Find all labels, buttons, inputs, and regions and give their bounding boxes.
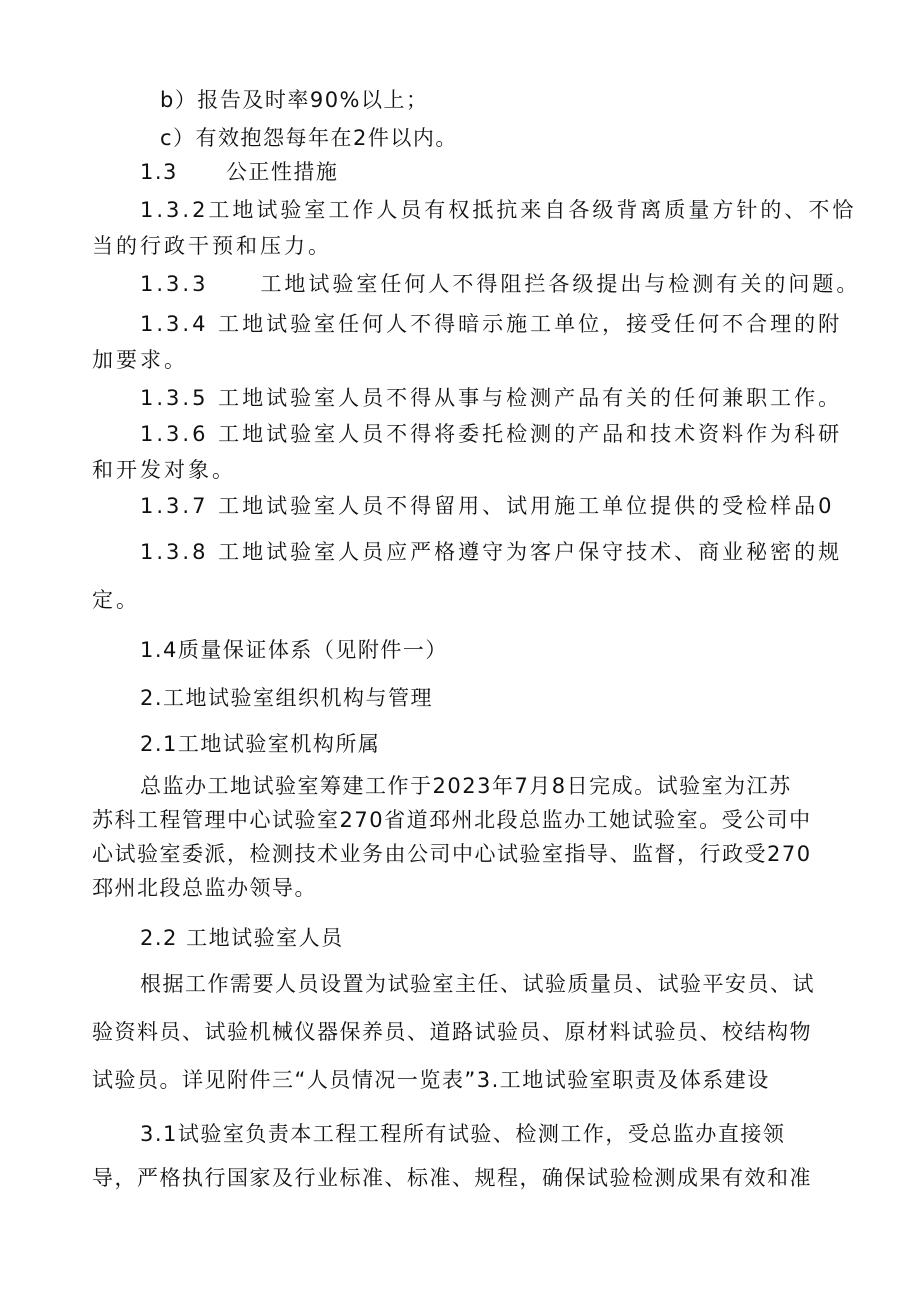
- para-1-3-4-line1: 1.3.4 工地试验室任何人不得暗示施工单位，接受任何不合理的附: [140, 312, 843, 336]
- item-c: c）有效抱怨每年在2件以内。: [160, 126, 458, 150]
- para-1-3-6-line1: 1.3.6 工地试验室人员不得将委托检测的产品和技术资料作为科研: [140, 422, 843, 446]
- section-2-2-heading: 2.2 工地试验室人员: [140, 926, 344, 950]
- para-text: 工地试验室任何人不得阻拦各级提出与检测有关的问题。: [260, 272, 861, 296]
- para-2-1-line4: 邳州北段总监办领导。: [92, 876, 317, 900]
- para-2-2-line3: 试验员。详见附件三“人员情况一览表”3.工地试验室职责及体系建设: [92, 1068, 770, 1092]
- section-number: 1.3: [140, 160, 178, 184]
- section-1-4: 1.4质量保证体系（见附件一）: [140, 638, 448, 662]
- section-title: 公正性措施: [225, 160, 339, 184]
- para-2-2-line1: 根据工作需要人员设置为试验室主任、试验质量员、试验平安员、试: [140, 972, 815, 996]
- section-2-heading: 2.工地试验室组织机构与管理: [140, 686, 434, 710]
- para-2-1-line1: 总监办工地试验室筹建工作于2023年7月8日完成。试验室为江苏: [140, 774, 792, 798]
- para-1-3-3: [140, 270, 860, 298]
- para-1-3-8-line1: 1.3.8 工地试验室人员应严格遵守为客户保守技术、商业秘密的规: [140, 540, 843, 564]
- para-1-3-7: 1.3.7 工地试验室人员不得留用、试用施工单位提供的受检样品0: [140, 494, 835, 518]
- para-3-1-line2: 导，严格执行国家及行业标准、标准、规程，确保试验检测成果有效和准: [92, 1166, 812, 1190]
- para-number: 1.3.3: [140, 272, 209, 296]
- para-1-3-5: 1.3.5 工地试验室人员不得从事与检测产品有关的任何兼职工作。: [140, 386, 843, 410]
- section-2-1-heading: 2.1工地试验室机构所属: [140, 732, 381, 756]
- para-2-2-line2: 验资料员、试验机械仪器保养员、道路试验员、原材料试验员、校结构物: [92, 1020, 812, 1044]
- item-b: b）报告及时率90%以上；: [160, 88, 429, 112]
- section-1-3-heading: [140, 158, 338, 186]
- para-3-1-line1: 3.1试验室负责本工程工程所有试验、检测工作，受总监办直接领: [140, 1122, 786, 1146]
- para-1-3-2-line1: 1.3.2工地试验室工作人员有权抵抗来自各级背离质量方针的、不恰: [140, 198, 857, 222]
- para-1-3-4-line2: 加要求。: [92, 348, 188, 372]
- para-2-1-line3: 心试验室委派，检测技术业务由公司中心试验室指导、监督，行政受270: [92, 842, 812, 866]
- para-1-3-2-line2: 当的行政干预和压力。: [92, 234, 332, 258]
- para-2-1-line2: 苏科工程管理中心试验室270省道邳州北段总监办工她试验室。受公司中: [92, 808, 812, 832]
- para-1-3-6-line2: 和开发对象。: [92, 458, 236, 482]
- para-1-3-8-line2: 定。: [92, 588, 140, 612]
